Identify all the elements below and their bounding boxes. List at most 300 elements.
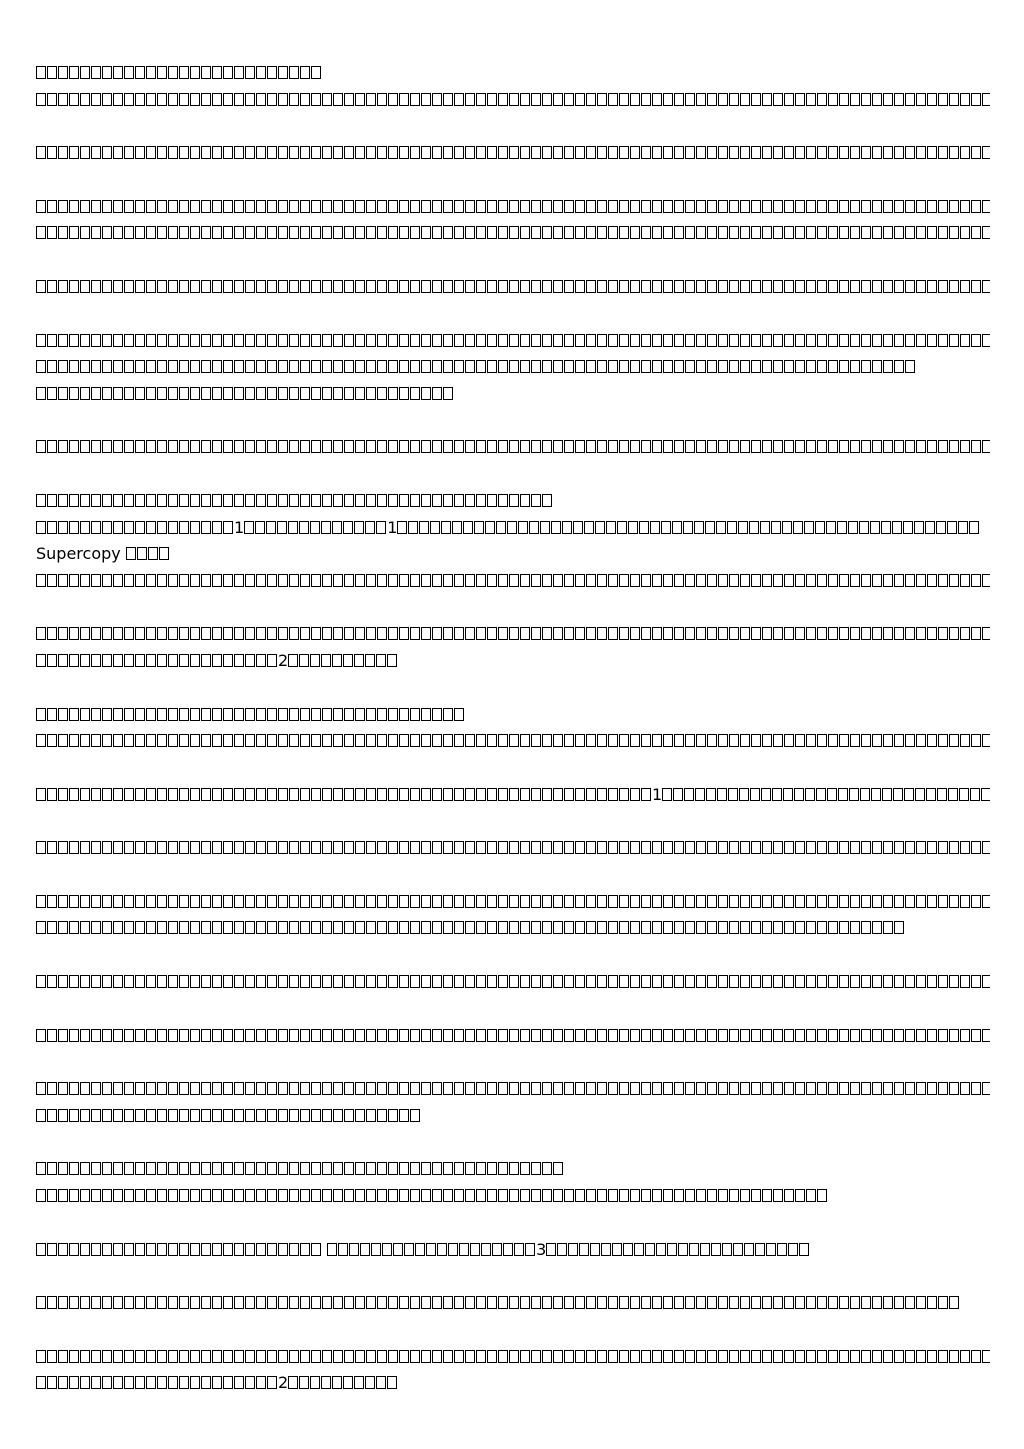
missing-glyph-box (487, 440, 497, 453)
missing-glyph-box (707, 93, 717, 106)
missing-glyph-box (223, 1109, 233, 1122)
missing-glyph-box (47, 975, 57, 988)
missing-glyph-box (124, 494, 134, 507)
missing-glyph-box (36, 734, 46, 747)
missing-glyph-box (102, 1350, 112, 1363)
missing-glyph-box (751, 93, 761, 106)
missing-glyph-box (267, 334, 277, 347)
missing-glyph-box (971, 200, 981, 213)
missing-glyph-box (542, 1082, 552, 1095)
missing-glyph-box (179, 1029, 189, 1042)
missing-glyph-box (421, 975, 431, 988)
missing-glyph-box (476, 1350, 486, 1363)
missing-glyph-box (729, 921, 739, 934)
missing-glyph-box (267, 841, 277, 854)
missing-glyph-box (894, 200, 904, 213)
missing-glyph-box (91, 521, 101, 534)
missing-glyph-box (806, 93, 816, 106)
missing-glyph-box (839, 841, 849, 854)
missing-glyph-box (652, 627, 662, 640)
missing-glyph-box (377, 921, 387, 934)
missing-glyph-box (628, 521, 638, 534)
missing-glyph-box (421, 146, 431, 159)
missing-glyph-box (91, 1109, 101, 1122)
missing-glyph-box (762, 360, 772, 373)
missing-glyph-box (179, 1109, 189, 1122)
missing-glyph-box (861, 1350, 871, 1363)
missing-glyph-box (718, 574, 728, 587)
missing-glyph-box (496, 521, 506, 534)
missing-glyph-box (971, 440, 981, 453)
missing-glyph-box (674, 895, 684, 908)
missing-glyph-box (916, 841, 926, 854)
missing-glyph-box (531, 334, 541, 347)
missing-glyph-box (916, 1350, 926, 1363)
missing-glyph-box (58, 1296, 68, 1309)
missing-glyph-box (36, 654, 46, 667)
missing-glyph-box (718, 360, 728, 373)
missing-glyph-box (36, 200, 46, 213)
missing-glyph-box (498, 788, 508, 801)
missing-glyph-box (223, 1189, 233, 1202)
missing-glyph-box (355, 200, 365, 213)
missing-glyph-box (509, 788, 519, 801)
missing-glyph-box (531, 1350, 541, 1363)
missing-glyph-box (234, 734, 244, 747)
missing-glyph-box (289, 975, 299, 988)
missing-glyph-box (553, 574, 563, 587)
missing-glyph-box (597, 334, 607, 347)
missing-glyph-box (619, 1029, 629, 1042)
missing-glyph-box (762, 1189, 772, 1202)
missing-glyph-box (729, 1082, 739, 1095)
missing-glyph-box (740, 627, 750, 640)
missing-glyph-box (135, 1162, 145, 1175)
missing-glyph-box (564, 280, 574, 293)
missing-glyph-box (707, 574, 717, 587)
missing-glyph-box (223, 521, 233, 534)
missing-glyph-box (859, 521, 869, 534)
missing-glyph-box (190, 1189, 200, 1202)
missing-glyph-box (542, 975, 552, 988)
missing-glyph-box (872, 574, 882, 587)
missing-glyph-box (311, 1109, 321, 1122)
missing-glyph-box (718, 1029, 728, 1042)
missing-glyph-box (662, 788, 672, 801)
missing-glyph-box (696, 734, 706, 747)
missing-glyph-box (421, 921, 431, 934)
missing-glyph-box (124, 574, 134, 587)
missing-glyph-box (641, 334, 651, 347)
missing-glyph-box (355, 1162, 365, 1175)
missing-glyph-box (102, 387, 112, 400)
missing-glyph-box (982, 280, 990, 293)
missing-glyph-box (157, 1376, 167, 1389)
missing-glyph-box (861, 1296, 871, 1309)
missing-glyph-box (47, 1029, 57, 1042)
missing-glyph-box (619, 921, 629, 934)
missing-glyph-box (542, 921, 552, 934)
missing-glyph-box (729, 734, 739, 747)
missing-glyph-box (608, 895, 618, 908)
missing-glyph-box (80, 146, 90, 159)
missing-glyph-box (256, 1243, 266, 1256)
missing-glyph-box (58, 1082, 68, 1095)
missing-glyph-box (69, 360, 79, 373)
missing-glyph-box (520, 734, 530, 747)
missing-glyph-box (470, 1243, 480, 1256)
missing-glyph-box (223, 654, 233, 667)
missing-glyph-box (718, 921, 728, 934)
missing-glyph-box (652, 226, 662, 239)
text-line: 1 (36, 782, 990, 809)
missing-glyph-box (399, 387, 409, 400)
missing-glyph-box (795, 440, 805, 453)
missing-glyph-box (553, 1029, 563, 1042)
missing-glyph-box (69, 1109, 79, 1122)
missing-glyph-box (905, 334, 915, 347)
missing-glyph-box (729, 627, 739, 640)
missing-glyph-box (289, 788, 299, 801)
missing-glyph-box (267, 574, 277, 587)
missing-glyph-box (267, 1350, 277, 1363)
missing-glyph-box (916, 226, 926, 239)
missing-glyph-box (289, 494, 299, 507)
missing-glyph-box (168, 975, 178, 988)
missing-glyph-box (212, 574, 222, 587)
missing-glyph-box (80, 975, 90, 988)
missing-glyph-box (630, 1296, 640, 1309)
missing-glyph-box (641, 627, 651, 640)
missing-glyph-box (91, 440, 101, 453)
missing-glyph-box (190, 1376, 200, 1389)
missing-glyph-box (36, 1109, 46, 1122)
missing-glyph-box (652, 1029, 662, 1042)
missing-glyph-box (91, 734, 101, 747)
missing-glyph-box (289, 387, 299, 400)
missing-glyph-box (355, 921, 365, 934)
missing-glyph-box (321, 1376, 331, 1389)
missing-glyph-box (344, 895, 354, 908)
missing-glyph-box (299, 1376, 309, 1389)
missing-glyph-box (245, 440, 255, 453)
missing-glyph-box (773, 975, 783, 988)
missing-glyph-box (168, 334, 178, 347)
missing-glyph-box (542, 200, 552, 213)
missing-glyph-box (300, 1350, 310, 1363)
missing-glyph-box (399, 146, 409, 159)
missing-glyph-box (410, 788, 420, 801)
missing-glyph-box (949, 334, 959, 347)
missing-glyph-box (135, 387, 145, 400)
missing-glyph-box (421, 334, 431, 347)
missing-glyph-box (487, 574, 497, 587)
missing-glyph-box (289, 226, 299, 239)
missing-glyph-box (795, 1350, 805, 1363)
missing-glyph-box (333, 734, 343, 747)
paragraph (36, 434, 990, 461)
missing-glyph-box (509, 440, 519, 453)
missing-glyph-box (696, 280, 706, 293)
missing-glyph-box (597, 921, 607, 934)
missing-glyph-box (157, 1109, 167, 1122)
missing-glyph-box (938, 975, 948, 988)
missing-glyph-box (399, 975, 409, 988)
missing-glyph-box (586, 146, 596, 159)
text-line (36, 835, 990, 862)
missing-glyph-box (168, 1082, 178, 1095)
missing-glyph-box (936, 521, 946, 534)
missing-glyph-box (905, 360, 915, 373)
missing-glyph-box (234, 200, 244, 213)
missing-glyph-box (256, 654, 266, 667)
missing-glyph-box (443, 146, 453, 159)
missing-glyph-box (69, 574, 79, 587)
missing-glyph-box (410, 387, 420, 400)
missing-glyph-box (223, 1350, 233, 1363)
missing-glyph-box (201, 1296, 211, 1309)
missing-glyph-box (168, 280, 178, 293)
missing-glyph-box (553, 1082, 563, 1095)
missing-glyph-box (255, 521, 265, 534)
missing-glyph-box (542, 1189, 552, 1202)
missing-glyph-box (817, 627, 827, 640)
missing-glyph-box (278, 387, 288, 400)
text-line (36, 354, 990, 381)
missing-glyph-box (332, 1376, 342, 1389)
missing-glyph-box (718, 841, 728, 854)
missing-glyph-box (113, 334, 123, 347)
missing-glyph-box (492, 1243, 502, 1256)
missing-glyph-box (179, 387, 189, 400)
missing-glyph-box (366, 1296, 376, 1309)
missing-glyph-box (971, 574, 981, 587)
missing-glyph-box (762, 93, 772, 106)
missing-glyph-box (861, 226, 871, 239)
missing-glyph-box (740, 146, 750, 159)
missing-glyph-box (91, 200, 101, 213)
missing-glyph-box (333, 146, 343, 159)
missing-glyph-box (201, 200, 211, 213)
missing-glyph-box (465, 93, 475, 106)
missing-glyph-box (960, 200, 970, 213)
missing-glyph-box (234, 1109, 244, 1122)
missing-glyph-box (300, 1189, 310, 1202)
missing-glyph-box (410, 627, 420, 640)
missing-glyph-box (718, 1296, 728, 1309)
missing-glyph-box (663, 627, 673, 640)
missing-glyph-box (784, 1082, 794, 1095)
missing-glyph-box (586, 734, 596, 747)
missing-glyph-box (784, 200, 794, 213)
missing-glyph-box (564, 440, 574, 453)
missing-glyph-box (793, 521, 803, 534)
missing-glyph-box (146, 387, 156, 400)
missing-glyph-box (608, 360, 618, 373)
missing-glyph-box (531, 734, 541, 747)
missing-glyph-box (663, 93, 673, 106)
missing-glyph-box (91, 1350, 101, 1363)
missing-glyph-box (256, 734, 266, 747)
missing-glyph-box (47, 200, 57, 213)
missing-glyph-box (916, 440, 926, 453)
missing-glyph-box (146, 1296, 156, 1309)
missing-glyph-box (322, 921, 332, 934)
missing-glyph-box (542, 146, 552, 159)
missing-glyph-box (124, 360, 134, 373)
missing-glyph-box (47, 1350, 57, 1363)
missing-glyph-box (124, 734, 134, 747)
missing-glyph-box (487, 494, 497, 507)
missing-glyph-box (531, 93, 541, 106)
missing-glyph-box (476, 1029, 486, 1042)
missing-glyph-box (773, 1082, 783, 1095)
missing-glyph-box (179, 146, 189, 159)
missing-glyph-box (806, 334, 816, 347)
missing-glyph-box (938, 1082, 948, 1095)
missing-glyph-box (718, 200, 728, 213)
missing-glyph-box (575, 734, 585, 747)
missing-glyph-box (223, 334, 233, 347)
missing-glyph-box (377, 226, 387, 239)
missing-glyph-box (157, 440, 167, 453)
missing-glyph-box (135, 1082, 145, 1095)
missing-glyph-box (377, 1189, 387, 1202)
missing-glyph-box (443, 93, 453, 106)
missing-glyph-box (124, 895, 134, 908)
missing-glyph-box (751, 921, 761, 934)
missing-glyph-box (212, 440, 222, 453)
missing-glyph-box (894, 574, 904, 587)
missing-glyph-box (146, 841, 156, 854)
missing-glyph-box (223, 921, 233, 934)
missing-glyph-box (201, 494, 211, 507)
missing-glyph-box (91, 654, 101, 667)
missing-glyph-box (245, 1109, 255, 1122)
missing-glyph-box (190, 1162, 200, 1175)
missing-glyph-box (938, 574, 948, 587)
missing-glyph-box (410, 494, 420, 507)
missing-glyph-box (575, 627, 585, 640)
missing-glyph-box (410, 93, 420, 106)
missing-glyph-box (124, 708, 134, 721)
missing-glyph-box (509, 146, 519, 159)
missing-glyph-box (245, 975, 255, 988)
missing-glyph-box (795, 93, 805, 106)
missing-glyph-box (126, 547, 136, 560)
missing-glyph-box (212, 1082, 222, 1095)
missing-glyph-box (212, 360, 222, 373)
missing-glyph-box (80, 734, 90, 747)
missing-glyph-box (883, 1029, 893, 1042)
missing-glyph-box (201, 387, 211, 400)
missing-glyph-box (432, 334, 442, 347)
missing-glyph-box (465, 788, 475, 801)
missing-glyph-box (630, 334, 640, 347)
missing-glyph-box (344, 841, 354, 854)
missing-glyph-box (707, 841, 717, 854)
missing-glyph-box (685, 280, 695, 293)
missing-glyph-box (718, 334, 728, 347)
missing-glyph-box (300, 1162, 310, 1175)
missing-glyph-box (47, 1162, 57, 1175)
missing-glyph-box (102, 895, 112, 908)
missing-glyph-box (124, 1109, 134, 1122)
missing-glyph-box (782, 521, 792, 534)
missing-glyph-box (421, 1029, 431, 1042)
missing-glyph-box (135, 1243, 145, 1256)
missing-glyph-box (597, 1082, 607, 1095)
missing-glyph-box (322, 1189, 332, 1202)
missing-glyph-box (476, 895, 486, 908)
missing-glyph-box (354, 521, 364, 534)
missing-glyph-box (487, 921, 497, 934)
missing-glyph-box (256, 93, 266, 106)
missing-glyph-box (58, 1376, 68, 1389)
missing-glyph-box (982, 627, 990, 640)
missing-glyph-box (498, 921, 508, 934)
missing-glyph-box (157, 1350, 167, 1363)
missing-glyph-box (949, 895, 959, 908)
missing-glyph-box (289, 1162, 299, 1175)
missing-glyph-box (80, 921, 90, 934)
missing-glyph-box (960, 841, 970, 854)
missing-glyph-box (520, 1189, 530, 1202)
missing-glyph-box (443, 226, 453, 239)
missing-glyph-box (938, 334, 948, 347)
missing-glyph-box (58, 334, 68, 347)
missing-glyph-box (751, 1189, 761, 1202)
missing-glyph-box (630, 1350, 640, 1363)
missing-glyph-box (300, 1296, 310, 1309)
missing-glyph-box (696, 574, 706, 587)
missing-glyph-box (399, 1350, 409, 1363)
missing-glyph-box (124, 1296, 134, 1309)
missing-glyph-box (135, 521, 145, 534)
missing-glyph-box (938, 627, 948, 640)
missing-glyph-box (113, 627, 123, 640)
missing-glyph-box (80, 360, 90, 373)
missing-glyph-box (711, 1243, 721, 1256)
missing-glyph-box (344, 280, 354, 293)
missing-glyph-box (630, 1189, 640, 1202)
missing-glyph-box (894, 334, 904, 347)
missing-glyph-box (630, 226, 640, 239)
missing-glyph-box (751, 895, 761, 908)
missing-glyph-box (597, 226, 607, 239)
missing-glyph-box (905, 1029, 915, 1042)
missing-glyph-box (718, 1189, 728, 1202)
missing-glyph-box (762, 1350, 772, 1363)
missing-glyph-box (322, 1162, 332, 1175)
missing-glyph-box (168, 708, 178, 721)
missing-glyph-box (685, 1082, 695, 1095)
missing-glyph-box (135, 280, 145, 293)
missing-glyph-box (553, 200, 563, 213)
missing-glyph-box (278, 93, 288, 106)
missing-glyph-box (784, 334, 794, 347)
missing-glyph-box (630, 360, 640, 373)
missing-glyph-box (256, 1189, 266, 1202)
missing-glyph-box (540, 521, 550, 534)
missing-glyph-box (245, 66, 255, 79)
missing-glyph-box (256, 387, 266, 400)
missing-glyph-box (58, 734, 68, 747)
missing-glyph-box (415, 1243, 425, 1256)
missing-glyph-box (80, 1296, 90, 1309)
missing-glyph-box (300, 360, 310, 373)
missing-glyph-box (905, 226, 915, 239)
